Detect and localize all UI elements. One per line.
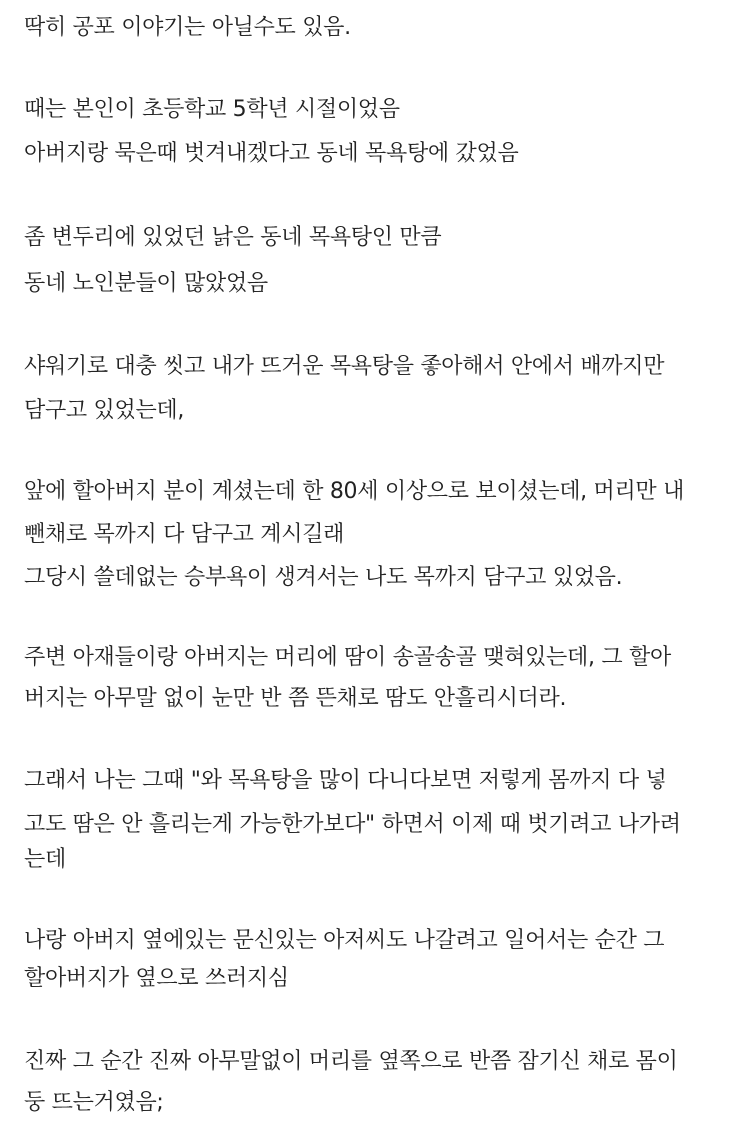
post-line: 아버지랑 묵은때 벗겨내겠다고 동네 목욕탕에 갔었음 [24,141,519,166]
post-line: 딱히 공포 이야기는 아닐수도 있음. [24,15,351,40]
post-line: 그당시 쓸데없는 승부욕이 생겨서는 나도 목까지 담구고 있었음. [24,565,623,590]
post-line: 그래서 나는 그때 "와 목욕탕을 많이 다니다보면 저렇게 몸까지 다 넣 [24,768,667,793]
post-line: 할아버지가 옆으로 쓰러지심 [24,966,289,991]
post-line: 는데 [24,847,66,872]
post-line: 뺀채로 목까지 다 담구고 계시길래 [24,522,345,547]
post-line: 샤워기로 대충 씻고 내가 뜨거운 목욕탕을 좋아해서 안에서 배까지만 [24,354,665,379]
post-line: 나랑 아버지 옆에있는 문신있는 아저씨도 나갈려고 일어서는 순간 그 [24,928,665,953]
post-line: 버지는 아무말 없이 눈만 반 쯤 뜬채로 땀도 안흘리시더라. [24,686,567,711]
post-line: 좀 변두리에 있었던 낡은 동네 목욕탕인 만큼 [24,225,442,250]
post-line: 동네 노인분들이 많았었음 [24,271,268,296]
post-line: 고도 땀은 안 흘리는게 가능한가보다" 하면서 이제 때 벗기려고 나가려 [24,812,681,837]
post-line: 때는 본인이 초등학교 5학년 시절이었음 [24,97,400,122]
post-line: 앞에 할아버지 분이 계셨는데 한 80세 이상으로 보이셨는데, 머리만 내 [24,479,685,504]
post-line: 진짜 그 순간 진짜 아무말없이 머리를 옆쪽으로 반쯤 잠기신 채로 몸이 [24,1049,678,1074]
post-line: 담구고 있었는데, [24,398,185,423]
post-line: 둥 뜨는거였음; [24,1090,164,1115]
post-line: 주변 아재들이랑 아버지는 머리에 땀이 송골송골 맺혀있는데, 그 할아 [24,645,671,670]
